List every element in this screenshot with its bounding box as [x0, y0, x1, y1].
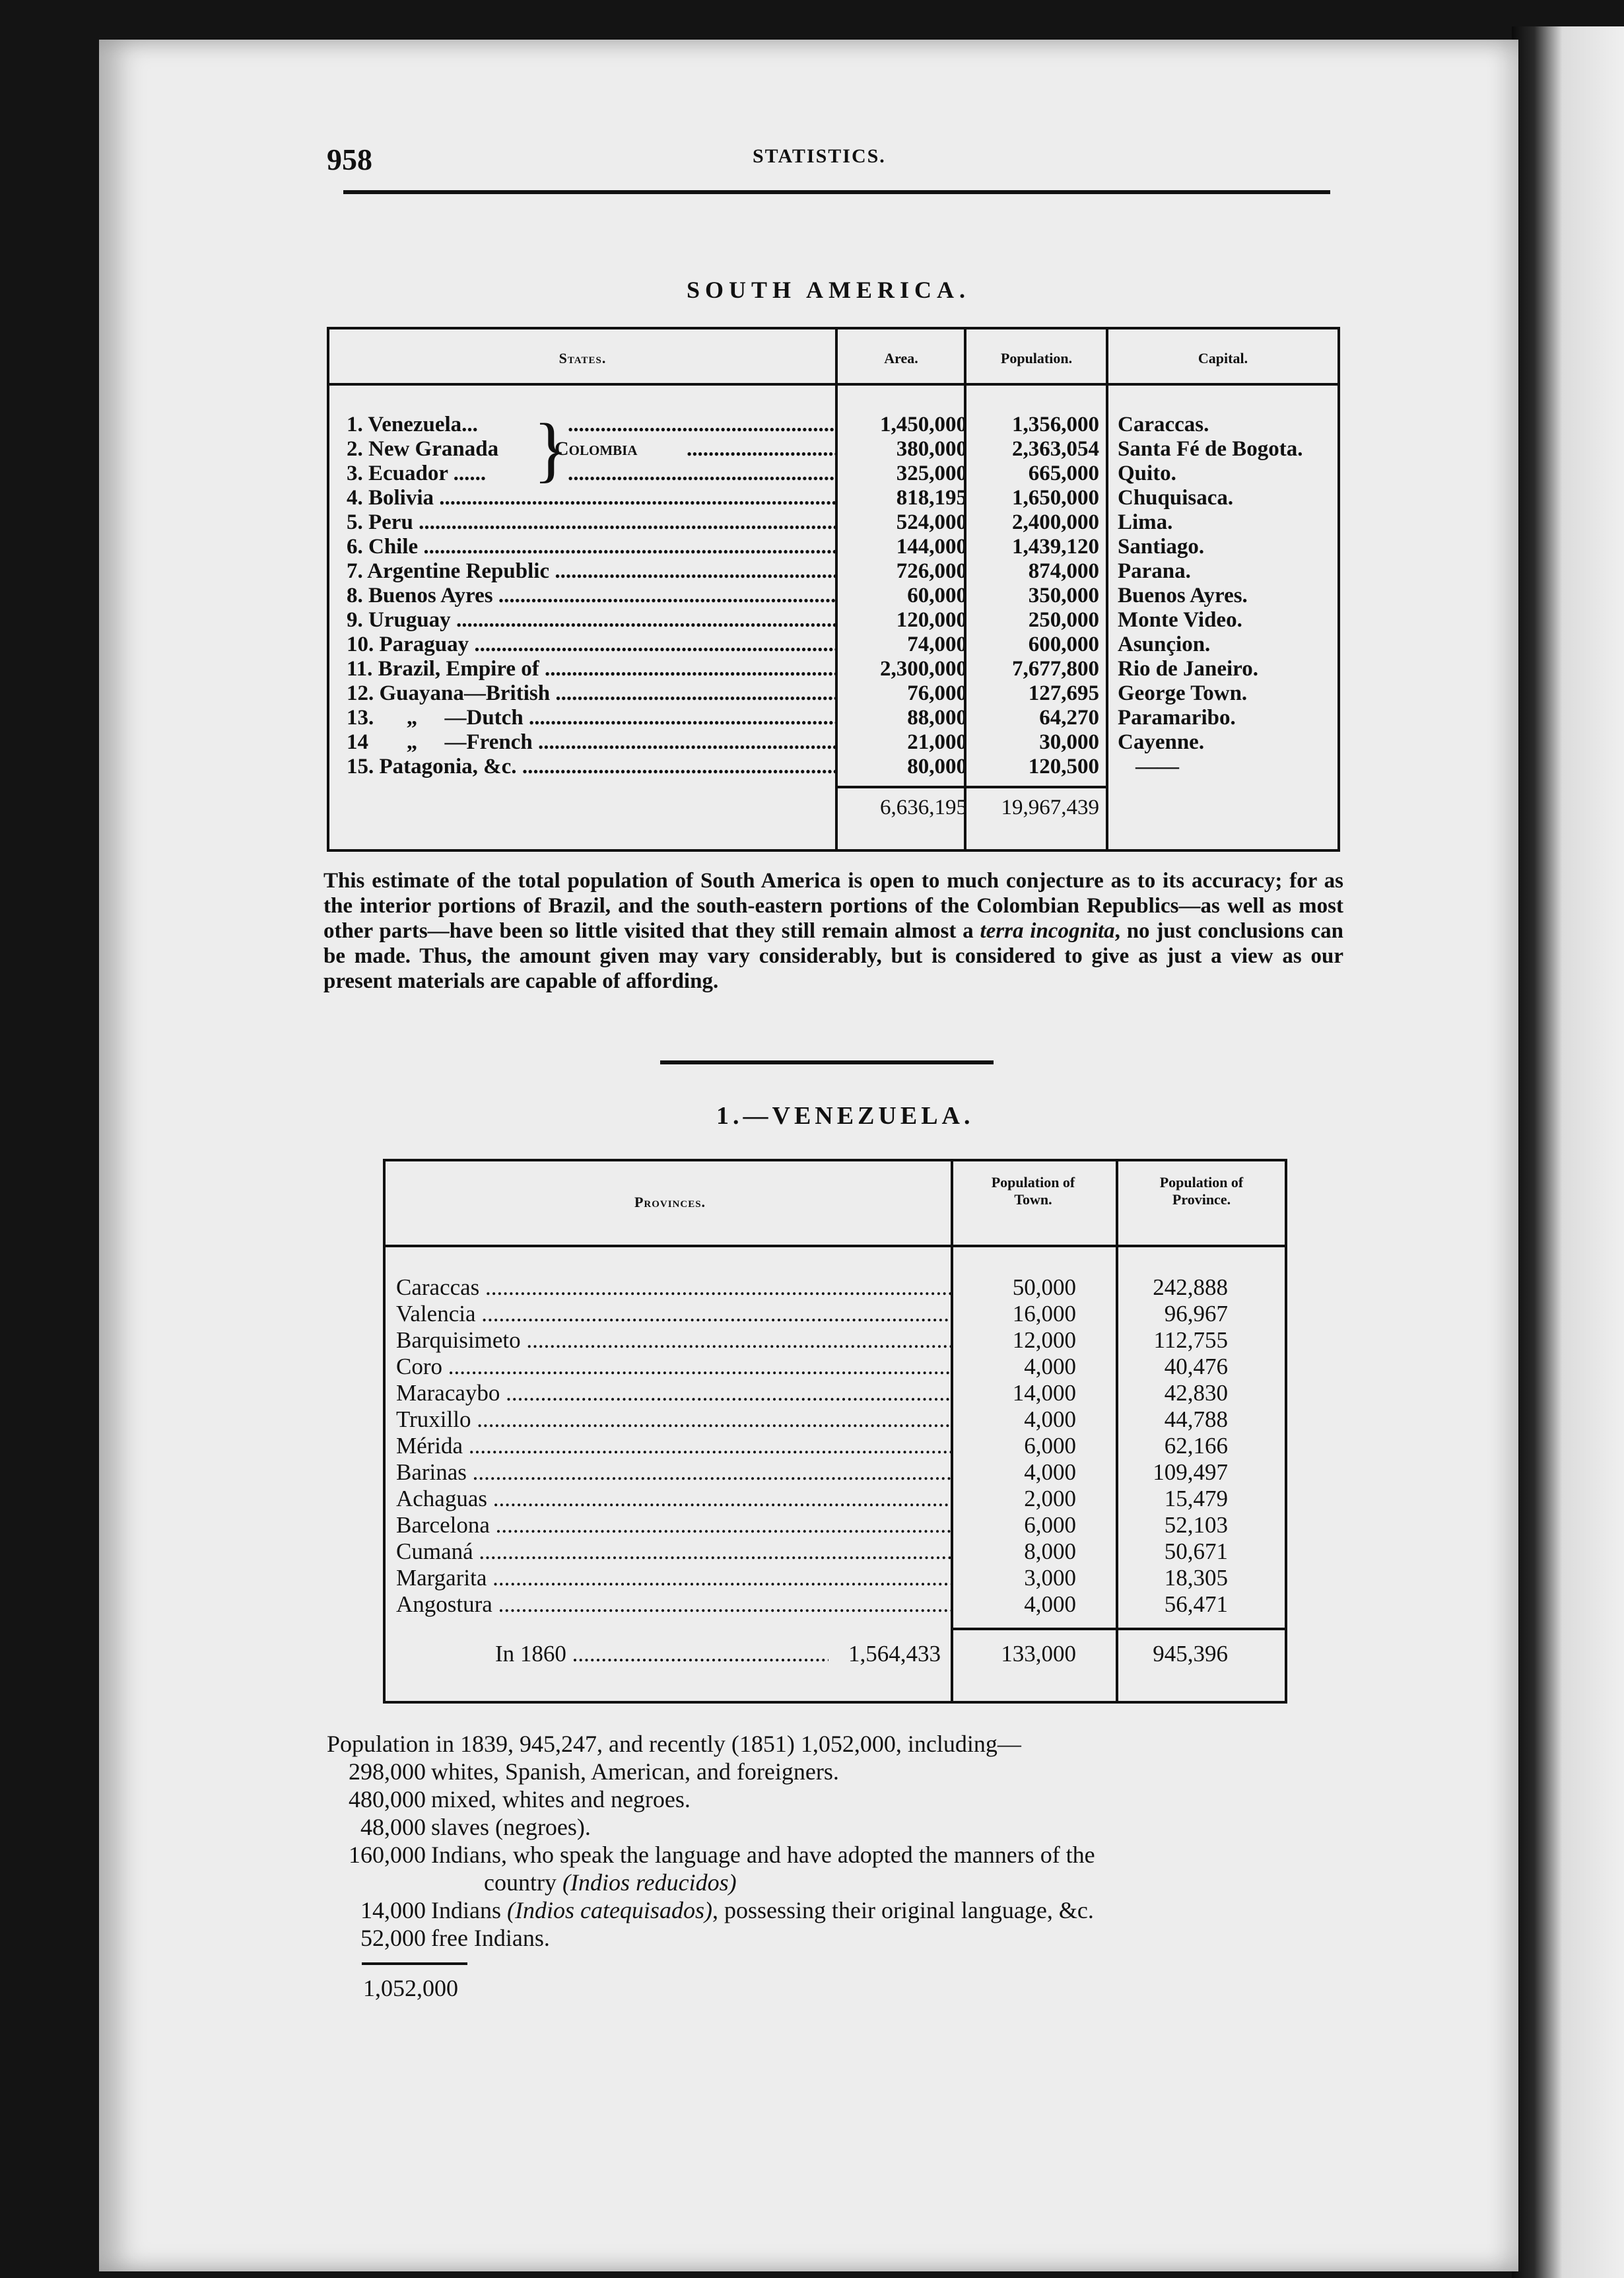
- province-label: Caraccas: [396, 1274, 480, 1300]
- table-header-rule: [383, 1245, 1287, 1247]
- town-population: 8,000: [1024, 1538, 1076, 1564]
- province-label: Achaguas: [396, 1486, 488, 1511]
- town-population: 4,000: [1024, 1459, 1076, 1485]
- province-label: Angostura: [396, 1591, 492, 1617]
- column-header-town: Population of Town.: [991, 1174, 1075, 1208]
- province-name: [396, 1354, 951, 1380]
- column-header-capital: Capital.: [1198, 350, 1248, 366]
- state-name: [347, 584, 835, 608]
- population-value: 874,000: [1028, 559, 1099, 583]
- column-header-province-pop: Population of Province.: [1159, 1174, 1244, 1208]
- dot-leader: [568, 413, 835, 437]
- dot-leader: [687, 437, 835, 462]
- province-label: Barcelona: [396, 1512, 490, 1538]
- state-name: [347, 559, 835, 584]
- total-label: [495, 1641, 845, 1667]
- column-header-provinces: Provinces.: [634, 1194, 706, 1210]
- province-label: Barinas: [396, 1459, 467, 1485]
- state-name: 2. New Granada: [347, 437, 499, 461]
- town-population: 16,000: [1012, 1301, 1076, 1327]
- area-value: 1,450,000: [880, 413, 967, 436]
- total-area: 6,636,195: [880, 796, 967, 819]
- note-text-end: , no just conclusions can be made. Thus, the amount given may vary considerably, but is considered to give as just a view as our present materials are capable of affording.: [323, 919, 1344, 993]
- area-value: 74,000: [907, 633, 967, 656]
- table-divider: [835, 327, 838, 852]
- state-name: [347, 657, 835, 681]
- population-value: 7,677,800: [1012, 657, 1099, 681]
- population-item: [327, 1841, 1095, 1869]
- town-population: 6,000: [1024, 1512, 1076, 1538]
- population-value: 127,695: [1028, 681, 1099, 705]
- province-population: 52,103: [1164, 1512, 1228, 1538]
- capital-value: Caraccas.: [1118, 413, 1209, 436]
- item-number: 298,000: [349, 1758, 426, 1785]
- population-item-continuation: [327, 1869, 737, 1896]
- total-population: 19,967,439: [1001, 796, 1099, 819]
- province-label: Valencia: [396, 1301, 476, 1327]
- state-name: 3. Ecuador ......: [347, 462, 487, 485]
- south-america-note: [323, 868, 1343, 994]
- province-name: [396, 1327, 951, 1354]
- item-text: Indians: [431, 1897, 507, 1923]
- state-label: 4. Bolivia: [347, 486, 434, 510]
- state-label: 11. Brazil, Empire of: [347, 657, 539, 681]
- town-population: 12,000: [1012, 1327, 1076, 1353]
- item-italic: (Indios reducidos): [562, 1869, 737, 1896]
- south-america-heading: SOUTH AMERICA.: [687, 277, 971, 303]
- population-value: 1,650,000: [1012, 486, 1099, 510]
- area-value: 524,000: [896, 510, 967, 534]
- province-population: 96,967: [1164, 1301, 1228, 1327]
- town-population: 50,000: [1012, 1274, 1076, 1300]
- area-value: 120,000: [896, 608, 967, 632]
- province-name: [396, 1459, 951, 1486]
- province-population: 40,476: [1164, 1354, 1228, 1379]
- total-town: 133,000: [1001, 1641, 1076, 1667]
- capital-value: Lima.: [1118, 510, 1173, 534]
- capital-value: Cayenne.: [1118, 730, 1205, 754]
- town-population: 14,000: [1012, 1380, 1076, 1406]
- capital-value: George Town.: [1118, 681, 1248, 705]
- population-value: 350,000: [1028, 584, 1099, 607]
- state-label: 10. Paraguay: [347, 633, 469, 656]
- area-value: 76,000: [907, 681, 967, 705]
- item-text: slaves (negroes).: [431, 1814, 591, 1840]
- capital-value: Quito.: [1118, 462, 1176, 485]
- town-population: 2,000: [1024, 1486, 1076, 1511]
- area-value: 21,000: [907, 730, 967, 754]
- town-population: 4,000: [1024, 1354, 1076, 1379]
- item-number: 48,000: [360, 1814, 426, 1840]
- item-number: 14,000: [360, 1897, 426, 1923]
- table-total-rule: [951, 1628, 1287, 1630]
- state-name: [347, 730, 835, 755]
- capital-value: Paramaribo.: [1118, 706, 1236, 730]
- total-label-text: In 1860: [495, 1641, 566, 1667]
- total-1860: 1,564,433: [829, 1641, 941, 1667]
- dot-leader: [568, 462, 835, 486]
- province-name: [396, 1512, 951, 1538]
- item-italic: (Indios catequisados): [506, 1897, 712, 1923]
- capital-value: Monte Video.: [1118, 608, 1242, 632]
- area-value: 144,000: [896, 535, 967, 559]
- item-text-after: , possessing their original language, &c.: [712, 1897, 1094, 1923]
- note-italic-term: terra incognita: [980, 919, 1115, 943]
- item-text: free Indians.: [431, 1925, 550, 1951]
- province-name: [396, 1380, 951, 1406]
- state-name: [347, 706, 835, 730]
- population-value: 1,356,000: [1012, 413, 1099, 436]
- province-label: Mérida: [396, 1433, 463, 1459]
- item-text: whites, Spanish, American, and foreigners.: [431, 1758, 839, 1785]
- province-population: 18,305: [1164, 1565, 1228, 1591]
- item-number: 52,000: [360, 1925, 426, 1951]
- table-total-rule: [835, 786, 1106, 788]
- section-divider: [660, 1060, 994, 1064]
- area-value: 88,000: [907, 706, 967, 730]
- population-value: 600,000: [1028, 633, 1099, 656]
- capital-value: Santa Fé de Bogota.: [1118, 437, 1303, 461]
- town-population: 4,000: [1024, 1591, 1076, 1617]
- area-value: 60,000: [907, 584, 967, 607]
- column-header-population: Population.: [1000, 350, 1073, 366]
- population-total: 1,052,000: [363, 1975, 458, 2001]
- table-header-rule: [327, 383, 1340, 386]
- state-name: [347, 510, 835, 535]
- total-province: 945,396: [1153, 1641, 1228, 1667]
- province-label: Coro: [396, 1354, 442, 1379]
- colombia-brace: }: [533, 409, 568, 489]
- table-divider: [1106, 327, 1108, 852]
- item-text: country: [484, 1869, 562, 1896]
- capital-value: Santiago.: [1118, 535, 1205, 559]
- note-text: This estimate of the total population of South America is open to much conjecture as to its accuracy; for as the interior portions of Brazil, and the south-eastern portions of the Colombian Republics—as well as most other parts—have been so little visited that they still remain almost a: [323, 869, 1343, 943]
- state-label: 6. Chile: [347, 535, 419, 559]
- area-value: 325,000: [896, 462, 967, 485]
- province-label: Maracaybo: [396, 1380, 500, 1406]
- population-value: 250,000: [1028, 608, 1099, 632]
- population-item: [327, 1896, 1094, 1924]
- population-value: 120,500: [1028, 755, 1099, 778]
- capital-value: ——: [1135, 755, 1179, 778]
- province-name: [396, 1406, 951, 1433]
- town-population: 6,000: [1024, 1433, 1076, 1459]
- town-population: 3,000: [1024, 1565, 1076, 1591]
- area-value: 380,000: [896, 437, 967, 461]
- area-value: 726,000: [896, 559, 967, 583]
- province-label: Cumaná: [396, 1538, 473, 1564]
- state-name: [347, 633, 835, 657]
- province-population: 50,671: [1164, 1538, 1228, 1564]
- population-item: [327, 1758, 839, 1785]
- item-text: mixed, whites and negroes.: [431, 1786, 691, 1812]
- state-label: 5. Peru: [347, 510, 413, 534]
- population-notes: [327, 1730, 1357, 2007]
- province-name: [396, 1433, 951, 1459]
- column-header-states: States.: [558, 350, 607, 366]
- population-value: 2,363,054: [1012, 437, 1099, 461]
- capital-value: Rio de Janeiro.: [1118, 657, 1258, 681]
- province-population: 42,830: [1164, 1380, 1228, 1406]
- population-item: [327, 1813, 591, 1841]
- state-label: 14 „ —French: [347, 730, 533, 754]
- area-value: 2,300,000: [880, 657, 967, 681]
- state-name: [347, 535, 835, 559]
- province-label: Barquisimeto: [396, 1327, 521, 1353]
- footer-total-rule: [362, 1962, 467, 1965]
- item-text: Indians, who speak the language and have adopted the manners of the: [431, 1842, 1095, 1868]
- province-population: 56,471: [1164, 1591, 1228, 1617]
- population-intro: Population in 1839, 945,247, and recently (1851) 1,052,000, including—: [327, 1731, 1021, 1757]
- item-number: 160,000: [349, 1842, 426, 1868]
- state-name: 1. Venezuela...: [347, 413, 478, 436]
- adjacent-page-edge: [1512, 26, 1624, 2278]
- venezuela-heading: 1.—VENEZUELA.: [716, 1102, 974, 1130]
- province-name: [396, 1301, 951, 1327]
- state-name: [347, 486, 835, 510]
- province-population: 44,788: [1164, 1406, 1228, 1432]
- state-label: 8. Buenos Ayres: [347, 584, 493, 607]
- population-value: 30,000: [1039, 730, 1099, 754]
- population-value: 665,000: [1028, 462, 1099, 485]
- state-name: [347, 755, 835, 779]
- population-value: 64,270: [1039, 706, 1099, 730]
- province-name: [396, 1565, 951, 1591]
- state-label: 9. Uruguay: [347, 608, 451, 632]
- state-name: [347, 681, 835, 706]
- capital-value: Parana.: [1118, 559, 1191, 583]
- state-label: 12. Guayana—British: [347, 681, 551, 705]
- province-name: [396, 1486, 951, 1512]
- colombia-group-label: Colombia: [555, 438, 638, 460]
- province-name: [396, 1538, 951, 1565]
- header-rule: [343, 190, 1330, 194]
- population-item: [327, 1924, 550, 1952]
- province-population: 15,479: [1164, 1486, 1228, 1511]
- population-value: 1,439,120: [1012, 535, 1099, 559]
- population-value: 2,400,000: [1012, 510, 1099, 534]
- province-label: Margarita: [396, 1565, 487, 1591]
- state-label: 15. Patagonia, &c.: [347, 755, 517, 778]
- capital-value: Buenos Ayres.: [1118, 584, 1248, 607]
- state-name: [347, 608, 835, 633]
- area-value: 818,195: [896, 486, 967, 510]
- province-population: 112,755: [1153, 1327, 1228, 1353]
- province-name: [396, 1274, 951, 1301]
- area-value: 80,000: [907, 755, 967, 778]
- province-name: [396, 1591, 951, 1618]
- population-item: [327, 1785, 691, 1813]
- town-population: 4,000: [1024, 1406, 1076, 1432]
- province-population: 62,166: [1164, 1433, 1228, 1459]
- state-label: 13. „ —Dutch: [347, 706, 524, 730]
- capital-value: Asunçion.: [1118, 633, 1211, 656]
- item-number: 480,000: [349, 1786, 426, 1812]
- province-population: 242,888: [1153, 1274, 1228, 1300]
- capital-value: Chuquisaca.: [1118, 486, 1234, 510]
- running-title: STATISTICS.: [753, 145, 886, 167]
- state-label: 7. Argentine Republic: [347, 559, 550, 583]
- page-number: 958: [327, 143, 372, 176]
- column-header-area: Area.: [884, 350, 918, 366]
- province-population: 109,497: [1153, 1459, 1228, 1485]
- province-label: Truxillo: [396, 1406, 471, 1432]
